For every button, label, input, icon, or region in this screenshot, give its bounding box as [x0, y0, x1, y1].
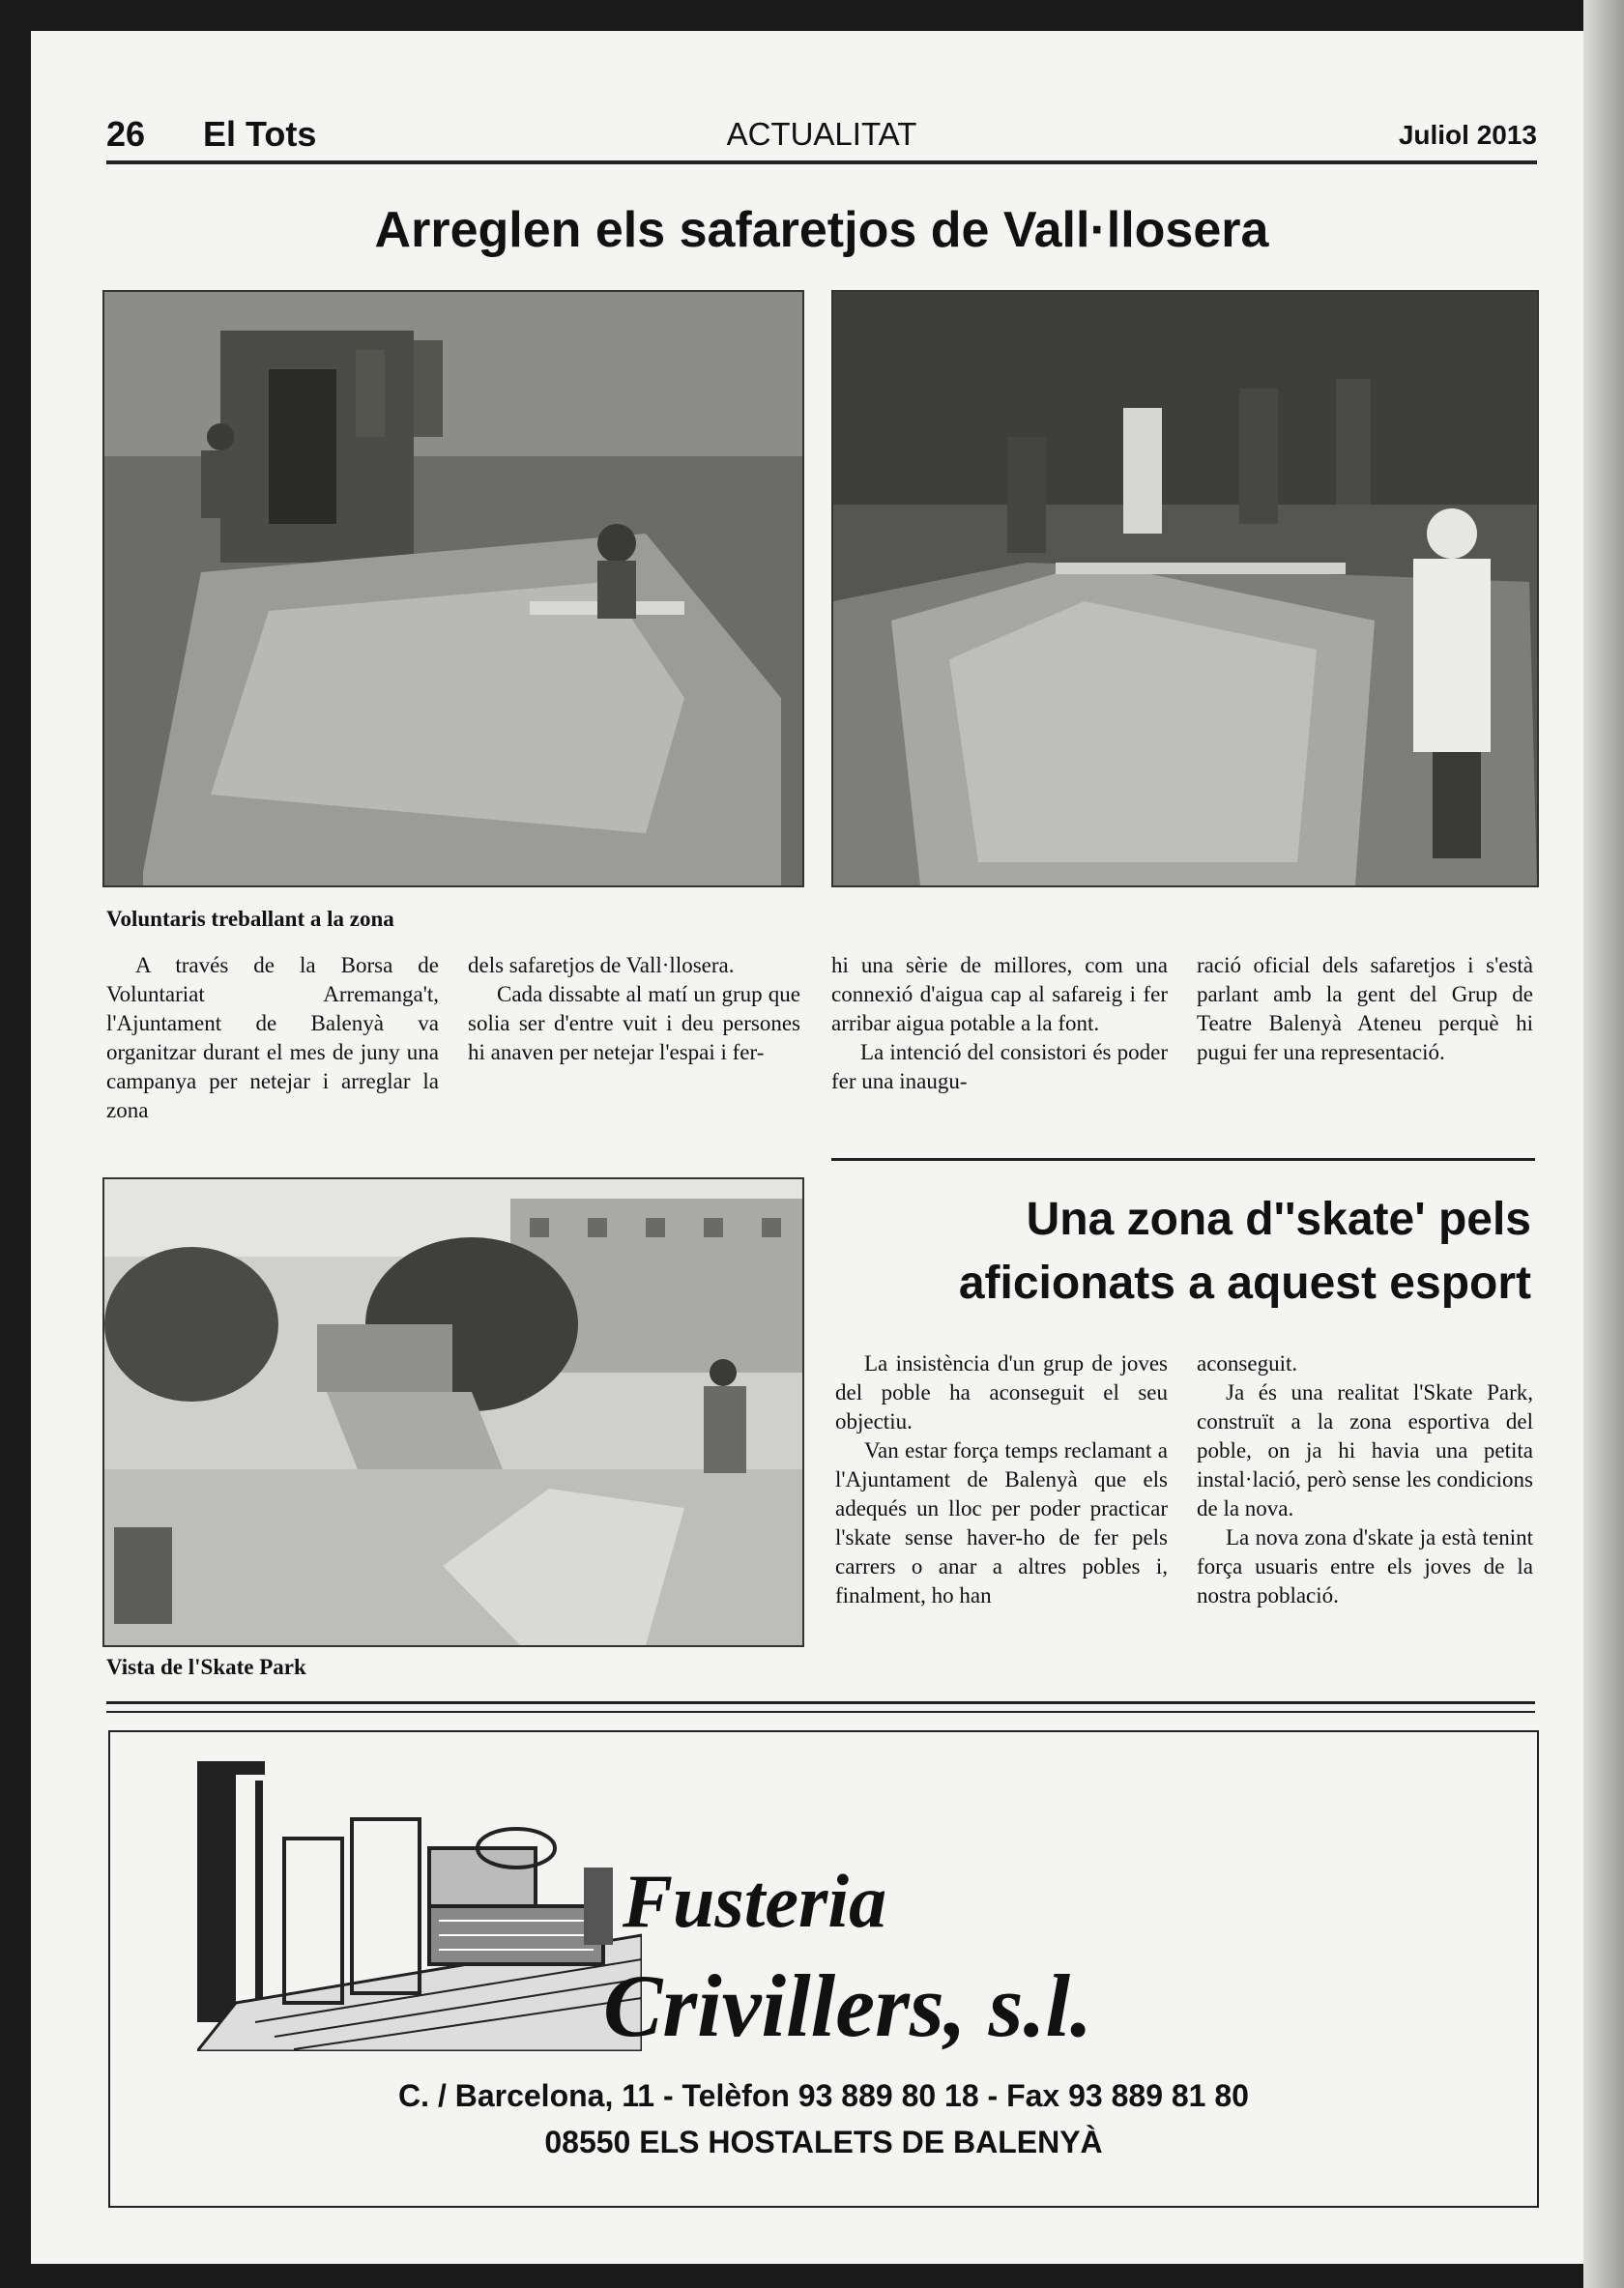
article1-column-4: [1197, 951, 1533, 1067]
section-title: ACTUALITAT: [726, 116, 917, 152]
article1-column-1: [106, 951, 439, 1125]
ad-company-name-line-1: Fusteria: [623, 1859, 887, 1943]
ad-company-name-line-2: Crivillers, s.l.: [603, 1956, 1093, 2055]
advertisement-box: [108, 1730, 1539, 2208]
article1-col1-paragraph: A través de la Borsa de Voluntariat Arremanga't, l'Ajuntament de Balenyà va organitzar durant el mes de juny una campanya per netejar i arreglar la zona: [106, 953, 439, 1122]
photo-volunteers-left: [102, 290, 804, 887]
article2-col1-paragraph-1: La insistència d'un grup de joves del poble ha aconseguit el seu objectiu.: [835, 1351, 1168, 1434]
article1-col2-paragraph-2: Cada dissabte al matí un grup que solia ser d'entre vuit i deu persones hi anaven per netejar l'espai i fer-: [468, 982, 800, 1064]
article1-col3-paragraph-1: hi una sèrie de millores, com una connexió d'aigua cap al safareig i fer arribar aigua potable a la font.: [831, 953, 1168, 1035]
article2-col2-paragraph-2: Ja és una realitat l'Skate Park, construït a la zona esportiva del poble, on ja hi havia una petita instal·lació, però sense les condicions de la nova.: [1197, 1380, 1533, 1521]
article2-col2-paragraph-3: La nova zona d'skate ja està tenint força usuaris entre els joves de la nostra població.: [1197, 1525, 1533, 1607]
article2-photo-caption: Vista de l'Skate Park: [106, 1655, 306, 1679]
carpentry-illustration: [197, 1761, 642, 2051]
article1-col4-paragraph: ració oficial dels safaretjos i s'està parlant amb la gent del Grup de Teatre Balenyà Ateneu perquè hi pugui fer una representació.: [1197, 953, 1533, 1064]
photo-skate-park: [102, 1177, 804, 1647]
article2-headline-line-1: Una zona d''skate' pels: [1026, 1194, 1531, 1245]
article1-photo-caption: Voluntaris treballant a la zona: [106, 907, 394, 931]
article2-headline-line-2: aficionats a aquest esport: [958, 1258, 1531, 1309]
article2-col2-paragraph-1: aconseguit.: [1197, 1351, 1298, 1376]
article1-column-2: [468, 951, 800, 1067]
divider-article1-article2: [831, 1158, 1535, 1161]
article2-column-1: [835, 1349, 1168, 1610]
issue-date: Juliol 2013: [1398, 120, 1537, 150]
page-number: 26: [106, 114, 146, 154]
page-header: [106, 114, 1537, 164]
divider-above-ad-2: [106, 1711, 1535, 1713]
article1-col3-paragraph-2: La intenció del consistori és poder fer una inaugu-: [831, 1040, 1168, 1093]
photo-volunteers-right: [831, 290, 1539, 887]
ad-address-phone-fax: C. / Barcelona, 11 - Telèfon 93 889 80 18 - Fax 93 889 81 80: [398, 2078, 1249, 2113]
article1-column-3: [831, 951, 1168, 1096]
article1-col2-paragraph-1: dels safaretjos de Vall·llosera.: [468, 953, 735, 977]
article2-col1-paragraph-2: Van estar força temps reclamant a l'Ajuntament de Balenyà que els adequés un lloc per poder practicar l'skate sense haver-ho de fer pels carrers o anar a altres pobles i, finalment, ho han: [835, 1438, 1168, 1607]
ad-postcode-city: 08550 ELS HOSTALETS DE BALENYÀ: [544, 2125, 1103, 2159]
publication-name: El Tots: [203, 114, 317, 154]
article2-column-2: [1197, 1349, 1533, 1610]
divider-above-ad-1: [106, 1701, 1535, 1704]
article1-headline: Arreglen els safaretjos de Vall·llosera: [374, 202, 1269, 258]
page-edge: [1583, 0, 1624, 2288]
